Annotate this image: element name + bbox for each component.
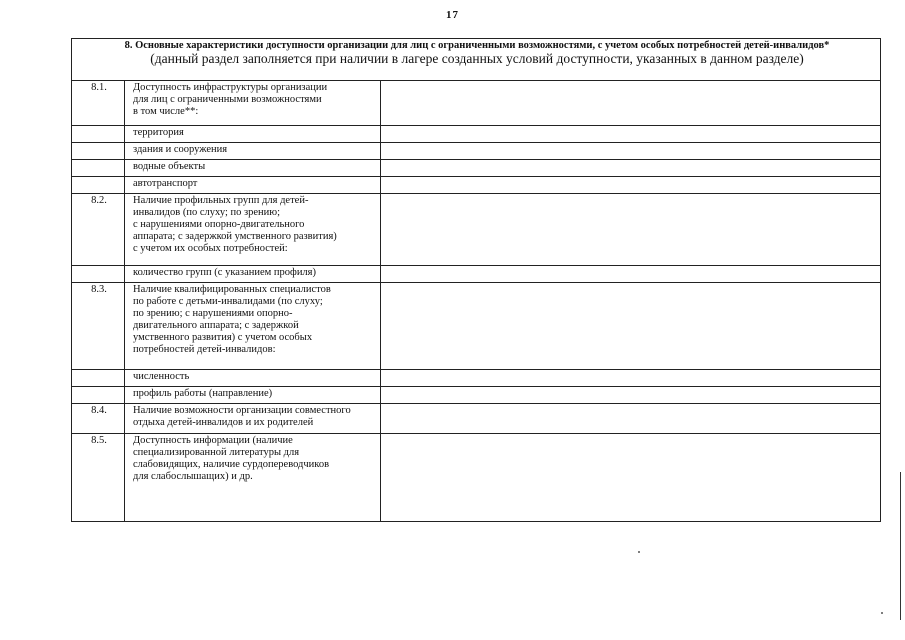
section-header-cell <box>72 39 881 81</box>
row-number: 8.4. <box>72 404 125 434</box>
table-row <box>72 81 881 126</box>
table-row <box>72 160 881 177</box>
table-row <box>72 194 881 266</box>
row-number <box>72 126 125 143</box>
scan-speck <box>881 612 883 614</box>
table-row <box>72 283 881 370</box>
scan-margin-line <box>900 472 901 620</box>
table-row <box>72 126 881 143</box>
row-label: количество групп (с указанием профиля) <box>125 266 381 283</box>
table-row <box>72 370 881 387</box>
row-label: профиль работы (направление) <box>125 387 381 404</box>
row-value-field[interactable] <box>381 126 881 143</box>
row-number: 8.2. <box>72 194 125 266</box>
row-number <box>72 160 125 177</box>
table-row <box>72 266 881 283</box>
row-label: территория <box>125 126 381 143</box>
row-label: численность <box>125 370 381 387</box>
scan-speck <box>638 551 640 553</box>
row-value-field[interactable] <box>381 81 881 126</box>
row-number: 8.5. <box>72 434 125 522</box>
row-number <box>72 370 125 387</box>
table-row <box>72 404 881 434</box>
section-note: (данный раздел заполняется при наличии в лагере созданных условий доступности, указанных в данном разделе) <box>150 51 804 66</box>
row-value-field[interactable] <box>381 387 881 404</box>
row-value-field[interactable] <box>381 370 881 387</box>
row-value-field[interactable] <box>381 177 881 194</box>
table-row <box>72 143 881 160</box>
row-label: Наличие возможности организации совместного отдыха детей-инвалидов и их родителей <box>125 404 381 434</box>
row-number: 8.1. <box>72 81 125 126</box>
row-value-field[interactable] <box>381 283 881 370</box>
row-number <box>72 177 125 194</box>
row-number: 8.3. <box>72 283 125 370</box>
row-number <box>72 143 125 160</box>
table-row <box>72 387 881 404</box>
row-value-field[interactable] <box>381 404 881 434</box>
row-label: Наличие квалифицированных специалистов по работе с детьми-инвалидами (по слуху; по зрению; с нарушениями опорно- двигательного аппарата; с задержкой умственного развития) с учетом особых потребностей детей-инвалидов: <box>125 283 381 370</box>
table-row <box>72 177 881 194</box>
section-header-row <box>72 39 881 81</box>
accessibility-table <box>71 38 881 522</box>
row-label: здания и сооружения <box>125 143 381 160</box>
row-label: Наличие профильных групп для детей- инвалидов (по слуху; по зрению; с нарушениями опорно-двигательного аппарата; с задержкой умственного развития) с учетом их особых потребностей: <box>125 194 381 266</box>
section-title: 8. Основные характеристики доступности организации для лиц с ограниченными возможностями, с учетом особых потребностей детей-инвалидов* <box>124 40 830 51</box>
row-value-field[interactable] <box>381 160 881 177</box>
row-value-field[interactable] <box>381 143 881 160</box>
row-number <box>72 387 125 404</box>
table-row <box>72 434 881 522</box>
row-value-field[interactable] <box>381 266 881 283</box>
row-value-field[interactable] <box>381 434 881 522</box>
page-number: 17 <box>446 9 459 21</box>
row-label: автотранспорт <box>125 177 381 194</box>
row-label: водные объекты <box>125 160 381 177</box>
row-label: Доступность информации (наличие специализированной литературы для слабовидящих, наличие сурдопереводчиков для слабослышащих) и др. <box>125 434 381 522</box>
row-value-field[interactable] <box>381 194 881 266</box>
row-label: Доступность инфраструктуры организации для лиц с ограниченными возможностями в том числе**: <box>125 81 381 126</box>
row-number <box>72 266 125 283</box>
